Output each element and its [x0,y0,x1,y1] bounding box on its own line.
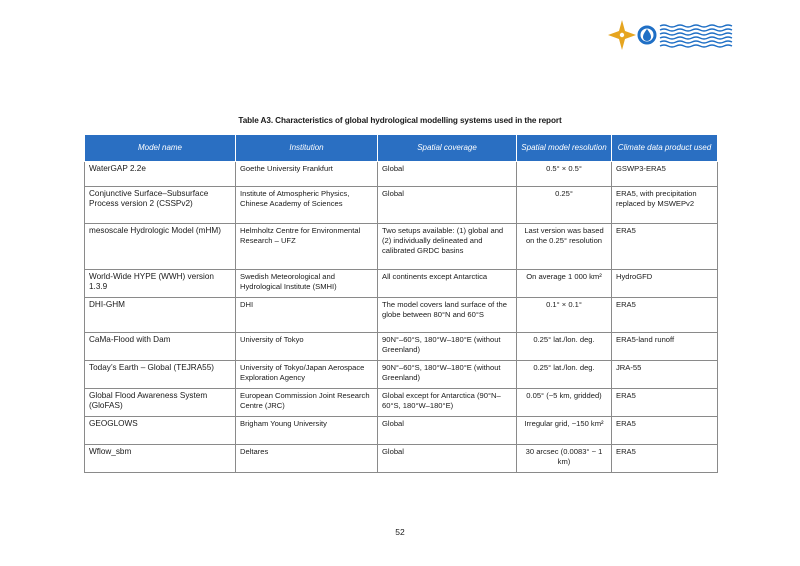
table-row [85,417,718,445]
cell-institution: Swedish Meteorological and Hydrological Institute (SMHI) [236,270,378,298]
cell-model: CaMa-Flood with Dam [85,333,236,361]
cell-model: mesoscale Hydrologic Model (mHM) [85,224,236,270]
cell-resolution: 0.25° lat./lon. deg. [517,361,612,389]
header-climate-data: Climate data product used [612,135,718,162]
cell-institution: DHI [236,298,378,333]
cell-resolution: 0.1° × 0.1° [517,298,612,333]
cell-climate: ERA5 [612,445,718,473]
cell-model: DHI-GHM [85,298,236,333]
table-row [85,389,718,417]
header-model-name: Model name [85,135,236,162]
cell-model: Today’s Earth – Global (TEJRA55) [85,361,236,389]
cell-climate: JRA-55 [612,361,718,389]
cell-resolution: Last version was based on the 0.25° resolution [517,224,612,270]
table-header-row [85,135,718,162]
cell-coverage: Global except for Antarctica (90°N–60°S, 180°W–180°E) [378,389,517,417]
cell-climate: ERA5, with precipitation replaced by MSWEPv2 [612,187,718,224]
cell-climate: ERA5 [612,417,718,445]
table-row [85,298,718,333]
cell-institution: Brigham Young University [236,417,378,445]
cell-institution: Institute of Atmospheric Physics, Chinese Academy of Sciences [236,187,378,224]
table-row [85,361,718,389]
cell-climate: ERA5 [612,298,718,333]
cell-institution: University of Tokyo [236,333,378,361]
header-spatial-resolution: Spatial model resolution [517,135,612,162]
cell-climate: ERA5 [612,389,718,417]
cell-climate: GSWP3-ERA5 [612,162,718,187]
table-row [85,224,718,270]
cell-model: Global Flood Awareness System (GloFAS) [85,389,236,417]
cell-climate: ERA5 [612,224,718,270]
table-caption: Table A3. Characteristics of global hydrological modelling systems used in the report [238,116,562,125]
cell-coverage: Global [378,445,517,473]
cell-coverage: Global [378,162,517,187]
cell-coverage: Global [378,187,517,224]
cell-model: Wflow_sbm [85,445,236,473]
cell-resolution: 0.05° (~5 km, gridded) [517,389,612,417]
cell-resolution: 0.25° [517,187,612,224]
cell-model: GEOGLOWS [85,417,236,445]
cell-institution: Goethe University Frankfurt [236,162,378,187]
table-row [85,162,718,187]
cell-resolution: 0.5° × 0.5° [517,162,612,187]
table-row [85,445,718,473]
cell-institution: European Commission Joint Research Centre (JRC) [236,389,378,417]
header-institution: Institution [236,135,378,162]
cell-climate: ERA5-land runoff [612,333,718,361]
cell-resolution: Irregular grid, ~150 km² [517,417,612,445]
table-row [85,270,718,298]
cell-model: World-Wide HYPE (WWH) version 1.3.9 [85,270,236,298]
cell-resolution: 0.25° lat./lon. deg. [517,333,612,361]
cell-coverage: 90N°–60°S, 180°W–180°E (without Greenland) [378,361,517,389]
droplet-icon [643,29,651,41]
wave-lines-icon [660,25,732,47]
cell-institution: Helmholtz Centre for Environmental Research – UFZ [236,224,378,270]
cell-resolution: 30 arcsec (0.0083° ~ 1 km) [517,445,612,473]
wmo-decorative-logo [604,18,740,52]
cell-institution: University of Tokyo/Japan Aerospace Exploration Agency [236,361,378,389]
cell-model: Conjunctive Surface–Subsurface Process version 2 (CSSPv2) [85,187,236,224]
page-number: 52 [395,527,405,537]
cell-resolution: On average 1 000 km² [517,270,612,298]
cell-institution: Deltares [236,445,378,473]
table-row [85,333,718,361]
hydrological-models-table [84,134,718,473]
cell-coverage: Global [378,417,517,445]
cell-coverage: The model covers land surface of the globe between 80°N and 60°S [378,298,517,333]
cell-coverage: 90N°–60°S, 180°W–180°E (without Greenland) [378,333,517,361]
cell-climate: HydroGFD [612,270,718,298]
table-row [85,187,718,224]
cell-model: WaterGAP 2.2e [85,162,236,187]
header-spatial-coverage: Spatial coverage [378,135,517,162]
cell-coverage: Two setups available: (1) global and (2) individually delineated and calibrated GRDC basins [378,224,517,270]
cell-coverage: All continents except Antarctica [378,270,517,298]
